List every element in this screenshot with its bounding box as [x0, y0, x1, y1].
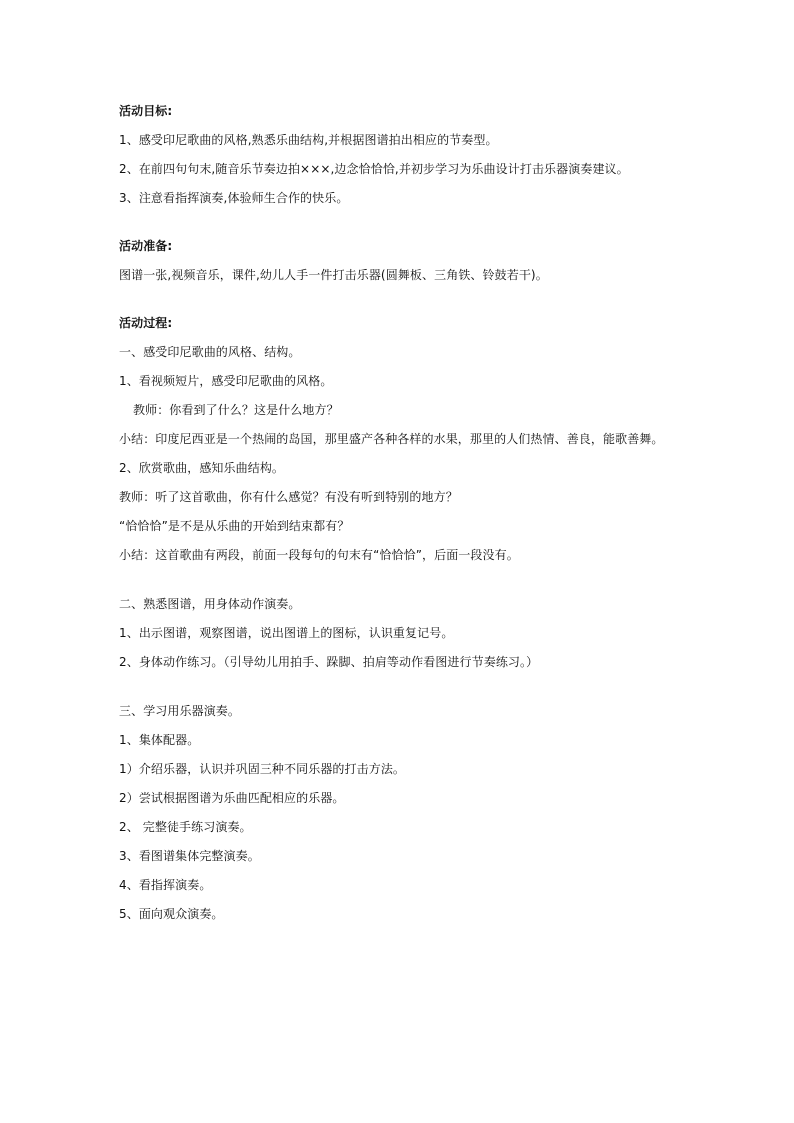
summary-text: 小结：这首歌曲有两段，前面一段每句的句末有“恰恰恰”，后面一段没有。: [119, 548, 519, 562]
process-step: 1、看视频短片，感受印尼歌曲的风格。: [119, 374, 333, 388]
process-step: 2、身体动作练习。（引导幼儿用拍手、跺脚、拍肩等动作看图进行节奏练习。）: [119, 655, 539, 669]
process-step: 5、面向观众演奏。: [119, 907, 224, 921]
process-substep: 1）介绍乐器，认识并巩固三种不同乐器的打击方法。: [119, 762, 406, 776]
objectives-heading: 活动目标:: [119, 104, 173, 118]
teacher-question: 教师：听了这首歌曲，你有什么感觉？有没有听到特别的地方？: [119, 490, 458, 504]
process-step: 三、学习用乐器演奏。: [119, 704, 241, 718]
process-step: 2、欣赏歌曲，感知乐曲结构。: [119, 461, 285, 475]
process-step: 3、看图谱集体完整演奏。: [119, 849, 260, 863]
objective-item: 1、感受印尼歌曲的风格,熟悉乐曲结构,并根据图谱拍出相应的节奏型。: [119, 133, 498, 147]
preparation-heading: 活动准备:: [119, 239, 173, 253]
process-step: 二、熟悉图谱，用身体动作演奏。: [119, 597, 301, 611]
teacher-question: 教师：你看到了什么？这是什么地方？: [133, 403, 339, 417]
process-step: 一、感受印尼歌曲的风格、结构。: [119, 345, 301, 359]
process-substep: 2）尝试根据图谱为乐曲匹配相应的乐器。: [119, 791, 345, 805]
objective-item: 2、在前四句句末,随音乐节奏边拍×××,边念恰恰恰,并初步学习为乐曲设计打击乐器演奏建议。: [119, 162, 629, 176]
process-step: 1、出示图谱，观察图谱，说出图谱上的图标，认识重复记号。: [119, 626, 454, 640]
process-heading: 活动过程:: [119, 316, 173, 330]
preparation-item: 图谱一张,视频音乐，课件,幼儿人手一件打击乐器(圆舞板、三角铁、铃鼓若干)。: [119, 268, 548, 282]
process-step: 1、集体配器。: [119, 733, 200, 747]
objective-item: 3、注意看指挥演奏,体验师生合作的快乐。: [119, 191, 349, 205]
summary-text: 小结：印度尼西亚是一个热闹的岛国，那里盛产各种各样的水果，那里的人们热情、善良，能歌善舞。: [119, 432, 664, 446]
question-text: “恰恰恰”是不是从乐曲的开始到结束都有？: [119, 519, 350, 533]
process-step: 2、 完整徒手练习演奏。: [119, 820, 252, 834]
process-step: 4、看指挥演奏。: [119, 878, 212, 892]
